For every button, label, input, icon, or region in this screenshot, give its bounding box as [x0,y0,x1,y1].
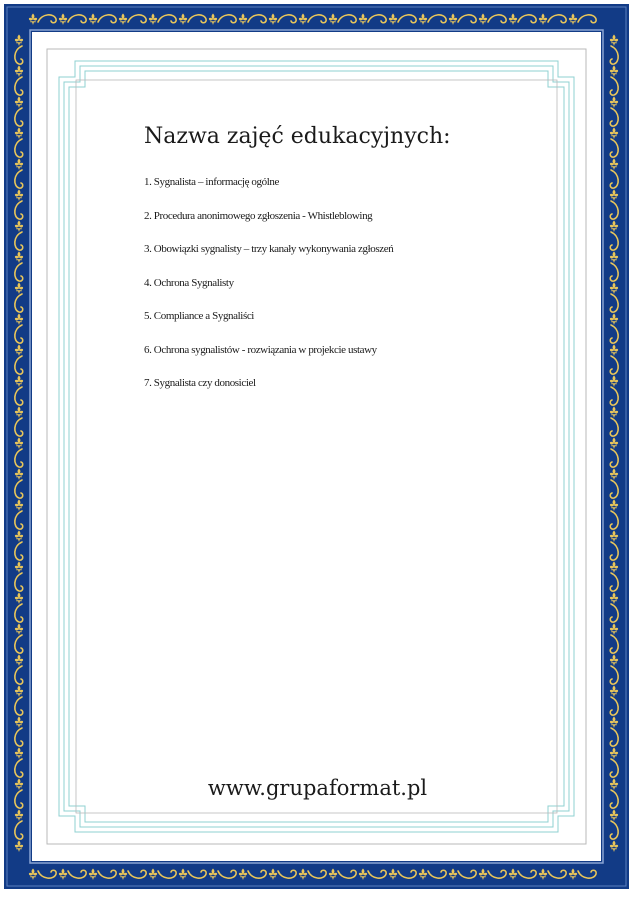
list-item: 4. Ochrona Sygnalisty [144,276,234,289]
page-title: Nazwa zajęć edukacyjnych: [144,124,451,149]
list-item: 6. Ochrona sygnalistów - rozwiązania w projekcie ustawy [144,343,377,356]
list-item: 5. Compliance a Sygnaliści [144,310,254,322]
list-item: 2. Procedura anonimowego zgłoszenia - Whistleblowing [144,209,373,222]
list-item: 7. Sygnalista czy donosiciel [144,377,256,389]
course-content [144,124,544,410]
website-url: www.grupaformat.pl [207,776,428,800]
topic-list [144,175,544,410]
list-item: 1. Sygnalista – informację ogólne [144,176,279,188]
list-item: 3. Obowiązki sygnalisty – trzy kanały wykonywania zgłoszeń [144,243,394,255]
